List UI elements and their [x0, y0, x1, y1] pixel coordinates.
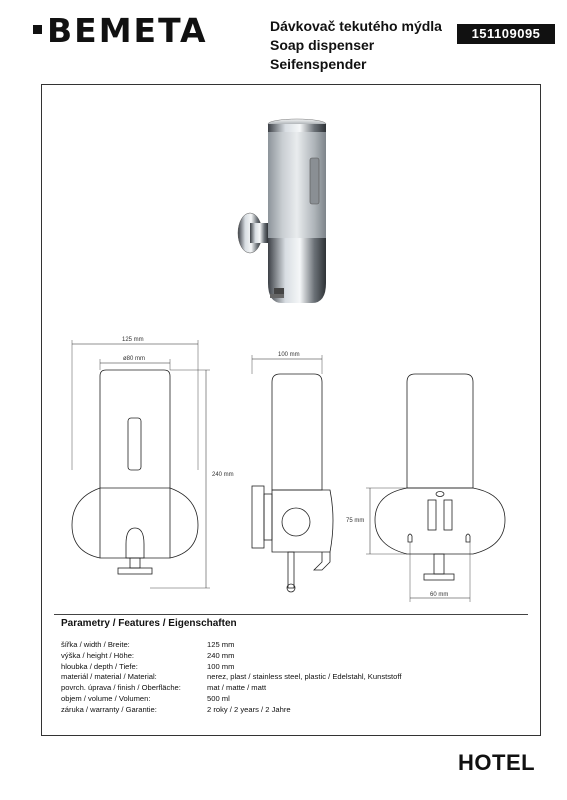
- spec-row: [61, 694, 401, 705]
- spec-label: záruka / warranty / Garantie:: [61, 704, 157, 714]
- spec-label: materiál / material / Material:: [61, 672, 157, 682]
- brand-logo: [33, 11, 233, 62]
- product-photo: [232, 108, 336, 308]
- dim-60-label: 60 mm: [430, 592, 449, 598]
- category-label: HOTEL: [458, 750, 536, 775]
- spec-row: [61, 683, 401, 694]
- brand-name: BEMETA: [47, 11, 208, 50]
- product-titles: [270, 17, 442, 74]
- spec-value: 240 mm: [207, 650, 235, 660]
- spec-row: [61, 662, 401, 673]
- spec-label: objem / volume / Volumen:: [61, 693, 151, 703]
- product-code-badge: 151109095: [457, 24, 555, 44]
- spec-label: povrch. úprava / finish / Oberfläche:: [61, 683, 181, 693]
- spec-label: hloubka / depth / Tiefe:: [61, 661, 138, 671]
- spec-row: [61, 640, 401, 651]
- technical-drawing: [60, 330, 530, 610]
- dim-depth-label: 100 mm: [278, 352, 300, 358]
- dim-75-label: 75 mm: [346, 518, 365, 524]
- title-german: Seifenspender: [270, 56, 367, 72]
- specs-table: [61, 640, 401, 716]
- spec-label: výška / height / Höhe:: [61, 650, 135, 660]
- spec-value: nerez, plast / stainless steel, plastic / Edelstahl, Kunststoff: [207, 672, 402, 682]
- title-czech: Dávkovač tekutého mýdla: [270, 18, 442, 34]
- dim-height-label: 240 mm: [212, 472, 234, 478]
- spec-value: 125 mm: [207, 640, 235, 649]
- dim-width-label: 125 mm: [122, 337, 144, 343]
- spec-row: [61, 672, 401, 683]
- section-divider: [54, 614, 528, 615]
- title-english: Soap dispenser: [270, 37, 375, 53]
- dim-diameter-label: ø80 mm: [123, 356, 146, 362]
- spec-label: šířka / width / Breite:: [61, 640, 130, 649]
- spec-value: 500 ml: [207, 693, 230, 703]
- logo-square-icon: [33, 25, 42, 34]
- spec-row: [61, 705, 401, 716]
- specs-title: Parametry / Features / Eigenschaften: [61, 618, 237, 629]
- spec-row: [61, 651, 401, 662]
- spec-value: mat / matte / matt: [207, 683, 267, 693]
- spec-value: 100 mm: [207, 661, 235, 671]
- spec-value: 2 roky / 2 years / 2 Jahre: [207, 704, 291, 714]
